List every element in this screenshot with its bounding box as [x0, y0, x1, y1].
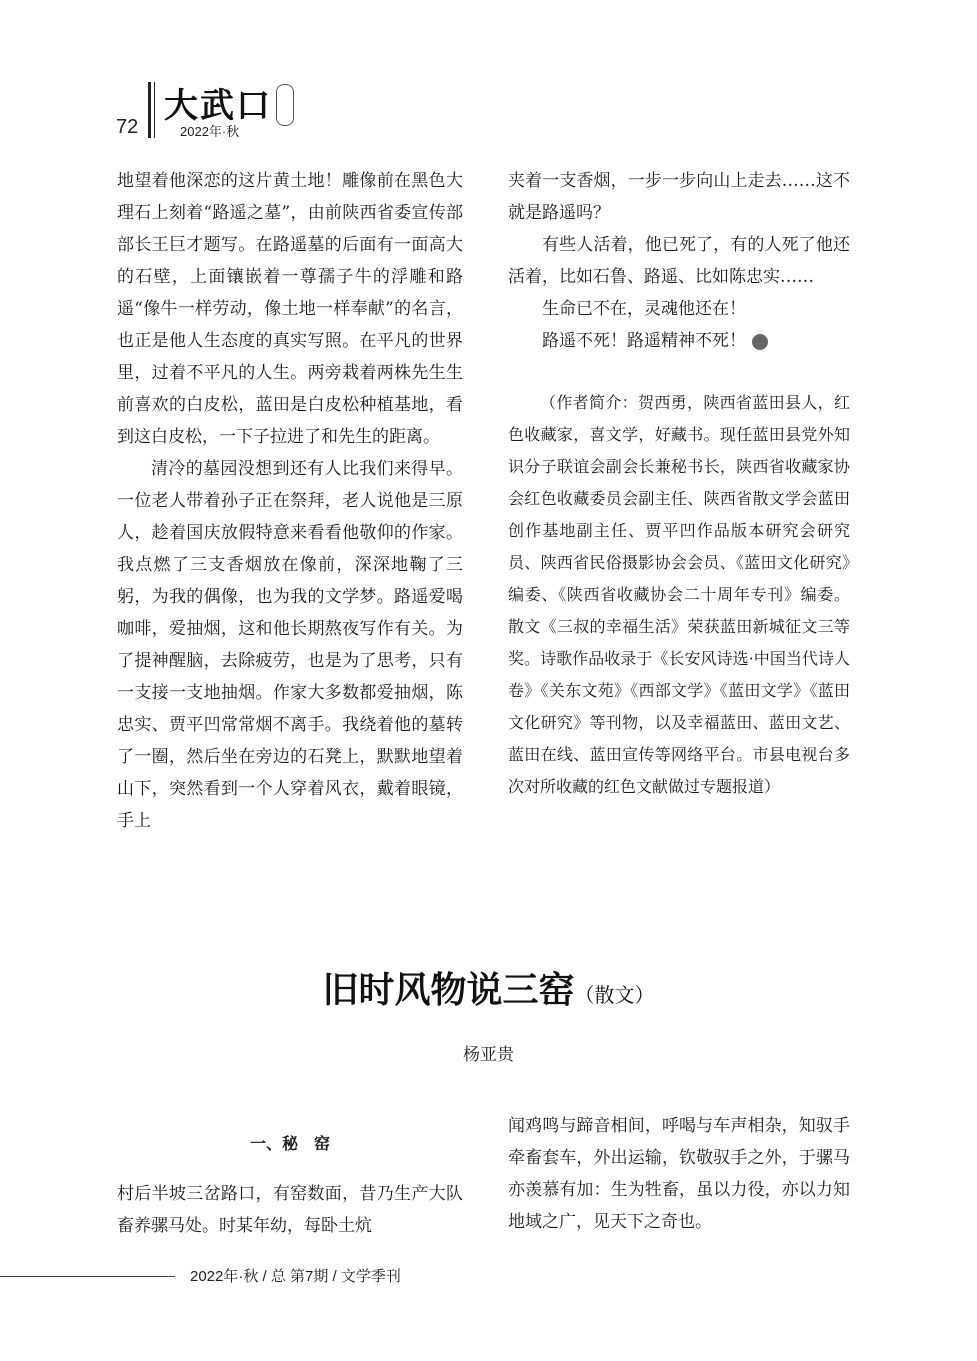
new-article-left-column: [117, 1128, 463, 1242]
new-article-right-column: [508, 1110, 850, 1238]
page-number: 72: [116, 116, 139, 138]
paragraph: 村后半坡三岔路口，有窑数面，昔乃生产大队畜养骡马处。时某年幼，每卧土炕: [117, 1184, 463, 1236]
masthead-seal-icon: [276, 84, 294, 126]
footer-text: 2022年·秋 / 总 第7期 / 文学季刊: [190, 1268, 401, 1285]
paragraph: 闻鸡鸣与蹄音相间，呼喝与车声相杂，知驭手牵畜套车，外出运输，钦敬驭手之外，于骡马亦羡慕有加：生为牲畜，虽以力役，亦以力知地域之广，见天下之奇也。: [508, 1116, 850, 1232]
paragraph: 有些人活着，他已死了，有的人死了他还活着，比如石鲁、路遥、比如陈忠实……: [508, 235, 850, 287]
paragraph: 夹着一支香烟，一步一步向山上走去……这不就是路遥吗？: [508, 171, 850, 223]
paragraph: 生命已不在，灵魂他还在！: [542, 299, 746, 319]
prev-article-right-column: [508, 165, 850, 803]
article-title: [0, 962, 977, 1013]
article-author: 杨亚贵: [463, 1045, 514, 1065]
article-genre: （散文）: [574, 983, 655, 1007]
author-bio: （作者简介：贺西勇，陕西省蓝田县人，红色收藏家，喜文学，好藏书。现任蓝田县党外知识分子联谊会副会长兼秘书长，陕西省收藏家协会红色收藏委员会副主任、陕西省散文学会蓝田创作基地副主任、贾平凹作品版本研究会研究员、陕西省民俗摄影协会会员、《蓝田文化研究》编委、《陕西省收藏协会二十周年专刊》编委。散文《三叔的幸福生活》荣获蓝田新城征文三等奖。诗歌作品收录于《长安风诗选·中国当代诗人卷》《关东文苑》《西部文学》《蓝田文学》《蓝田文化研究》等刊物，以及幸福蓝田、蓝田文艺、蓝田在线、蓝田宣传等网络平台。市县电视台多次对所收藏的红色文献做过专题报道）: [508, 393, 850, 796]
paragraph: 清冷的墓园没想到还有人比我们来得早。一位老人带着孙子正在祭拜，老人说他是三原人，趁着国庆放假特意来看看他敬仰的作家。我点燃了三支香烟放在像前，深深地鞠了三躬，为我的偶像，也为我的文学梦。路遥爱喝咖啡，爱抽烟，这和他长期熬夜写作有关。为了提神醒脑，去除疲劳，也是为了思考，只有一支接一支地抽烟。作家大多数都爱抽烟，陈忠实、贾平凹常常烟不离手。我绕着他的墓转了一圈，然后坐在旁边的石凳上，默默地望着山下，突然看到一个人穿着风衣，戴着眼镜，手上: [117, 459, 463, 831]
prev-article-left-column: [117, 165, 463, 837]
paragraph-final: [508, 325, 850, 357]
section-heading: 一、秘 窑: [249, 1134, 330, 1153]
header-rule-thin: [154, 82, 155, 138]
footer-rule: [0, 1276, 175, 1277]
final-line: 路遥不死！路遥精神不死！: [542, 331, 746, 351]
end-mark-icon: [752, 334, 768, 350]
masthead-title: 大武口: [164, 86, 272, 126]
header-rule-thick: [148, 82, 151, 138]
masthead-season: 2022年·秋: [180, 124, 240, 139]
paragraph: 地望着他深恋的这片黄土地！雕像前在黑色大理石上刻着“路遥之墓”，由前陕西省委宣传部部长王巨才题写。在路遥墓的后面有一面高大的石壁，上面镶嵌着一尊孺子牛的浮雕和路遥“像牛一样劳动，像土地一样奉献”的名言，也正是他人生态度的真实写照。在平凡的世界里，过着不平凡的人生。两旁栽着两株先生生前喜欢的白皮松，蓝田是白皮松种植基地，看到这白皮松，一下子拉进了和先生的距离。: [117, 171, 463, 447]
article-title-text: 旧时风物说三窑: [322, 970, 575, 1011]
